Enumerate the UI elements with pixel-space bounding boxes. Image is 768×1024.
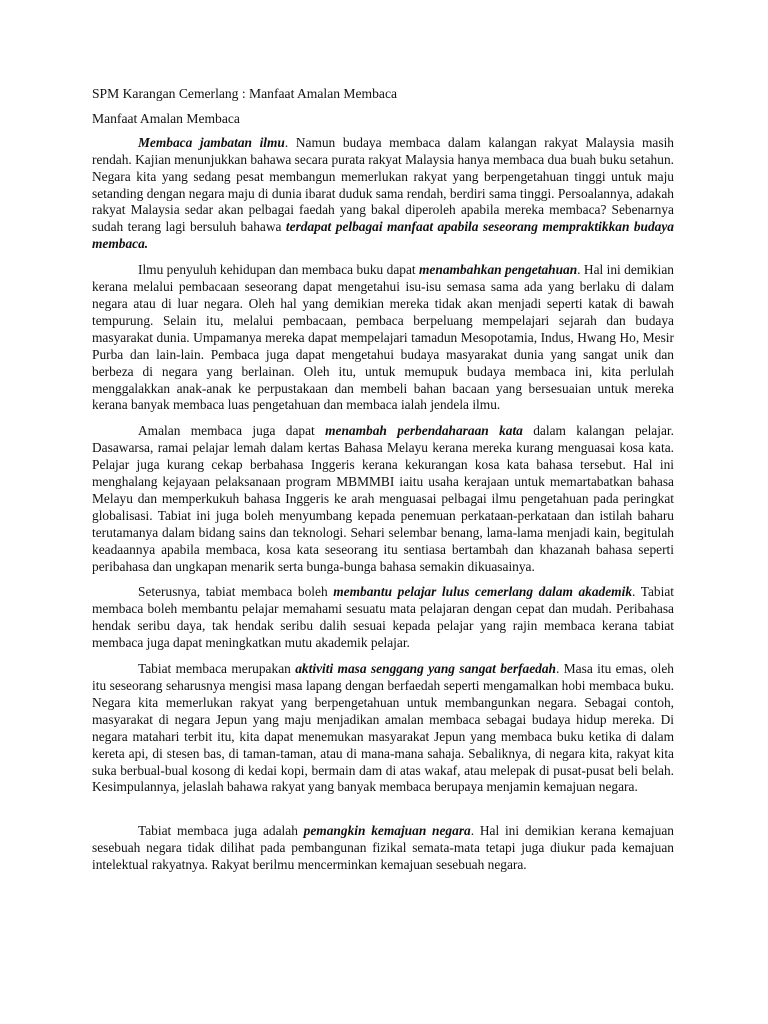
paragraph-text: . Hal ini demikian kerana kemajuan sesebuah negara tidak dilihat pada pembangunan fizikal semata-mata tetapi juga diukur pada kemajuan intelektual rakyatnya. Rakyat berilmu mencerminkan kemajuan sesebuah negara. [92,823,674,873]
paragraph-text: . Masa itu emas, oleh itu seseorang seharusnya mengisi masa lapang dengan berfaedah seperti mengamalkan hobi membaca buku. Negara kita memerlukan rakyat yang berpengetahuan untuk membangunkan negara. Sebagai contoh, masyarakat di negara Jepun yang maju menjadikan amalan membaca sebagai budaya hidup mereka. Di negara matahari terbit itu, kita dapat menemukan masyarakat Jepun yang membaca buku ketika di dalam kereta api, di stesen bas, di taman-taman, atau di mana-mana sahaja. Sebaliknya, di negara kita, rakyat kita suka berbual-bual kosong di kedai kopi, bermain dam di atas wakaf, atau melepak di pusat-pusat beli belah. Kesimpulannya, jelaslah bahawa rakyat yang banyak membaca berupaya menjamin kemajuan negara. [92,661,674,795]
paragraph-point-4 [92,661,674,796]
document-title: SPM Karangan Cemerlang : Manfaat Amalan Membaca [92,86,398,101]
paragraph-text: . Namun budaya membaca dalam kalangan rakyat Malaysia masih rendah. Kajian menunjukkan bahawa secara purata rakyat Malaysia hanya membaca dua buah buku setahun. Negara kita yang sedang pesat membangun memerlukan rakyat yang berpengetahuan tinggi untuk maju setanding dengan negara maju di dunia ibarat duduk sama rendah, berdiri sama tinggi. Persoalannya, adakah rakyat Malaysia sedar akan pelbagai faedah yang bakal diperoleh apabila mereka membaca? Sebenarnya sudah terang lagi bersuluh bahawa [92,134,674,235]
paragraph-text: . Tabiat membaca boleh membantu pelajar memahami sesuatu mata pelajaran dengan cepat dan mudah. Peribahasa hendak seribu daya, tak hendak seribu dalih sesuai kepada pelajar yang rajin membaca kerana tabiat membaca juga dapat meningkatkan mutu akademik pelajar. [92,584,674,651]
paragraph-text: Tabiat membaca juga adalah [138,823,304,839]
paragraph-text: Seterusnya, tabiat membaca boleh [138,584,334,600]
paragraph-point-3 [92,584,674,652]
key-phrase: membantu pelajar lulus cemerlang dalam akademik [333,584,633,600]
paragraph-point-1 [92,262,674,414]
key-phrase: pemangkin kemajuan negara [303,823,471,839]
paragraph-text: Ilmu penyuluh kehidupan dan membaca buku dapat [138,262,420,278]
key-phrase: menambah perbendaharaan kata [325,423,523,439]
paragraph-text: Tabiat membaca merupakan [138,661,296,677]
key-phrase: aktiviti masa senggang yang sangat berfaedah [295,661,557,677]
section-heading: Manfaat Amalan Membaca [92,110,240,126]
key-phrase: terdapat pelbagai manfaat apabila seseorang mempraktikkan budaya membaca. [92,219,674,252]
document-page [92,86,674,883]
paragraph-text: . Hal ini demikian kerana melalui pembacaan seseorang dapat mengetahui isu-isu semasa sama ada yang berlaku di dalam negara atau di luar negara. Oleh hal yang demikian mereka tidak akan menjadi seperti katak di bawah tempurung. Selain itu, melalui pembacaan, pembaca berpeluang mempelajari sejarah dan budaya masyarakat dunia. Umpamanya mereka dapat mempelajari tamadun Mesopotamia, Indus, Hwang Ho, Mesir Purba dan lain-lain. Pembaca juga dapat mengetahui budaya masyarakat dunia yang sangat unik dan berbeza di negara yang berlainan. Oleh itu, untuk memupuk budaya membaca ini, kita perlulah menggalakkan anak-anak ke perpustakaan dan membeli bahan bacaan yang bersesuaian untuk mereka kerana banyak membaca luas pengetahuan dan membaca ialah jendela ilmu. [92,262,674,413]
paragraph-text: dalam kalangan pelajar. Dasawarsa, ramai pelajar lemah dalam kertas Bahasa Melayu kerana mereka kurang menguasai kosa kata. Pelajar juga kurang cekap berbahasa Inggeris kerana kekurangan kosa kata bahasa tersebut. Hal ini menghalang kejayaan pelaksanaan program MBMMBI iaitu usaha kerajaan untuk memartabatkan bahasa Melayu dan memperkukuh bahasa Inggeris ke arah menguasai pelbagai ilmu pengetahuan pada peringkat globalisasi. Tabiat ini juga boleh menyumbang kepada penemuan perkataan-perkataan dan istilah baharu terutamanya dalam bidang sains dan teknologi. Sehari selembar benang, lama-lama menjadi kain, begitulah keadaannya apabila membaca, kosa kata seseorang itu sentiasa bertambah dan khazanah bahasa seperti peribahasa dan ungkapan menarik serta bunga-bunga bahasa semakin dikuasainya. [92,423,674,574]
paragraph-text: Amalan membaca juga dapat [138,423,326,439]
key-phrase: menambahkan pengetahuan [419,262,578,278]
key-phrase: Membaca jambatan ilmu [138,134,285,150]
paragraph-intro [92,135,674,253]
paragraph-point-2 [92,423,674,575]
paragraph-point-5 [92,823,674,874]
